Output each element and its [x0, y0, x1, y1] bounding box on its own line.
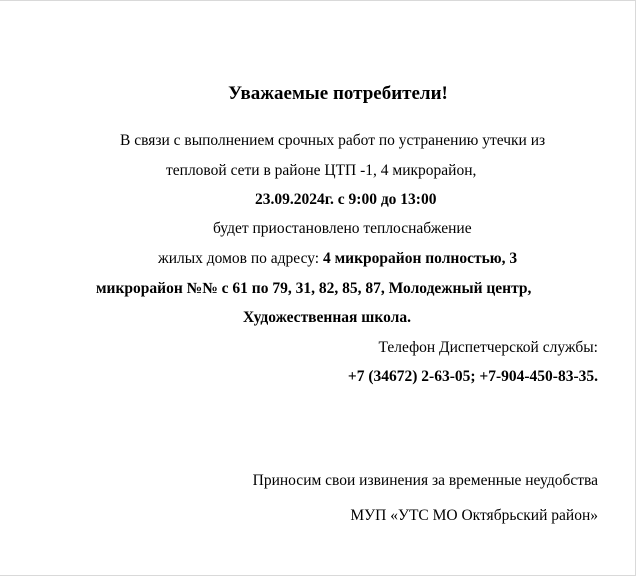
- notice-line-6: микрорайон №№ с 61 по 79, 31, 82, 85, 87, Молодежный центр,: [96, 280, 532, 297]
- apology-text: Приносим свои извинения за временные неудобства: [252, 472, 598, 489]
- phone-numbers: +7 (34672) 2-63-05; +7-904-450-83-35.: [347, 368, 598, 385]
- notice-datetime: 23.09.2024г. с 9:00 до 13:00: [255, 191, 437, 208]
- notice-line-5: [158, 249, 517, 269]
- notice-line-1: В связи с выполнением срочных работ по устранению утечки из: [120, 132, 546, 149]
- address-bold-start: 4 микрорайон полностью, 3: [322, 250, 518, 267]
- notice-line-7: Художественная школа.: [243, 309, 411, 326]
- address-prefix: жилых домов по адресу:: [158, 250, 323, 267]
- notice-line-4: будет приостановлено теплоснабжение: [213, 220, 472, 237]
- signature: МУП «УТС МО Октябрьский район»: [350, 507, 598, 524]
- notice-line-2: тепловой сети в районе ЦТП -1, 4 микрорайон,: [166, 162, 477, 179]
- notice-title: Уважаемые потребители!: [228, 83, 448, 104]
- phone-label: Телефон Диспетчерской службы:: [378, 339, 598, 356]
